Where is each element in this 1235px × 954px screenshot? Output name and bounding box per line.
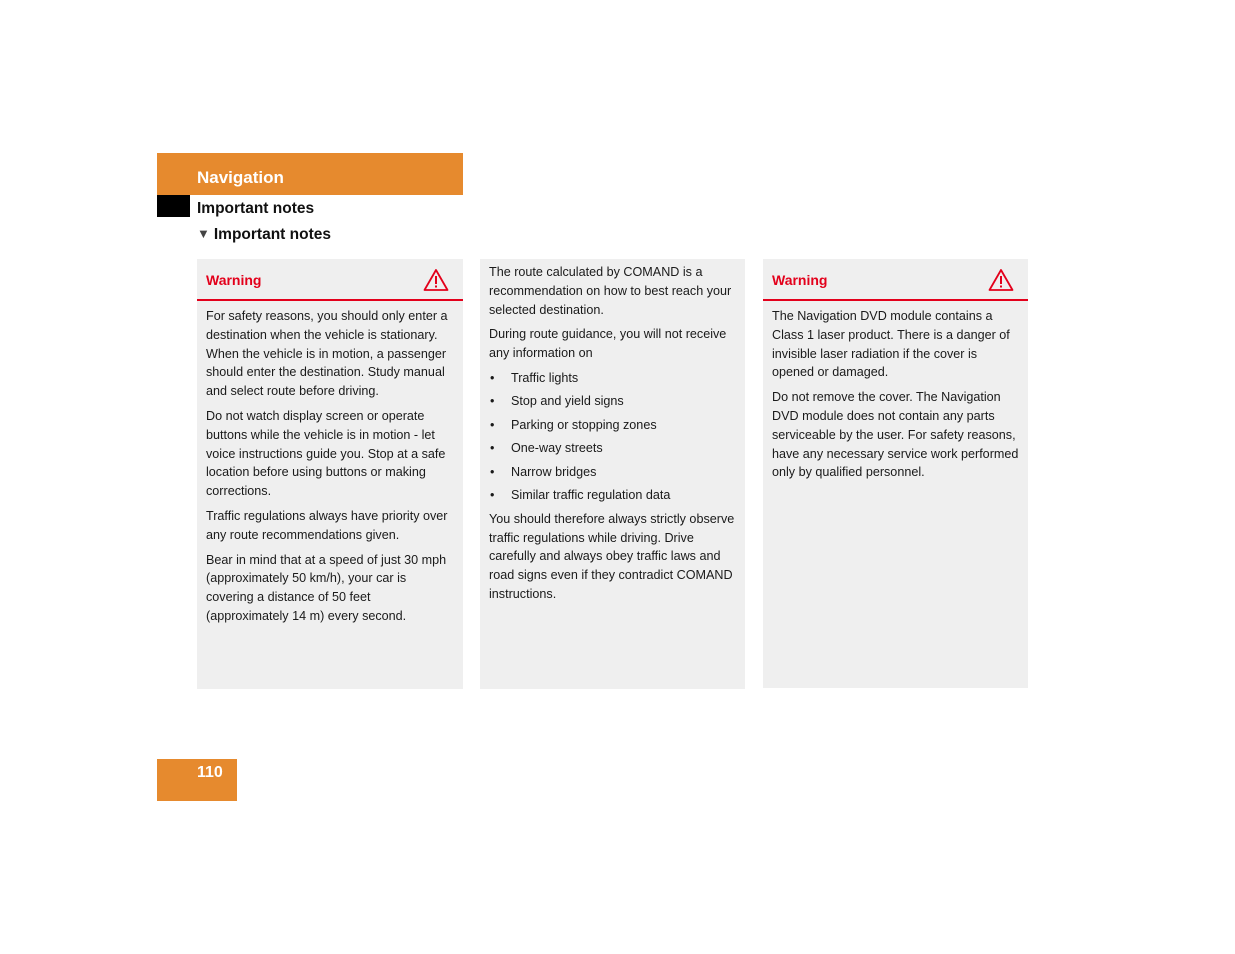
warning-header [763, 259, 1028, 301]
warning-panel-laser [763, 259, 1028, 688]
warning-paragraph: Bear in mind that at a speed of just 30 mph (approximately 50 km/h), your car is covering a distance of 50 feet (approximately 14 m) every second. [206, 552, 447, 623]
bullet-icon: • [490, 487, 495, 502]
list-item-text: One-way streets [511, 441, 603, 456]
list-item [489, 369, 737, 388]
list-item [489, 439, 737, 458]
triangle-down-icon: ▼ [197, 226, 210, 241]
info-paragraph: The route calculated by COMAND is a recommendation on how to best reach your selected destination. [489, 265, 732, 317]
bullet-icon: • [490, 441, 495, 456]
list-item-text: Stop and yield signs [511, 394, 624, 409]
warning-body [197, 301, 463, 626]
bullet-icon: • [490, 394, 495, 409]
subsection-title: Important notes [213, 226, 331, 243]
subsection-heading [197, 225, 331, 244]
info-paragraph: During route guidance, you will not receive any information on [489, 327, 727, 361]
section-title: Important notes [197, 200, 315, 217]
info-panel-route [480, 259, 745, 689]
bullet-icon: • [490, 370, 495, 385]
list-item-text: Parking or stopping zones [511, 417, 657, 432]
warning-label: Warning [206, 272, 262, 288]
list-item [489, 463, 737, 482]
warning-triangle-icon [423, 268, 449, 292]
list-item [489, 416, 737, 435]
bullet-icon: • [490, 417, 495, 432]
list-item [489, 486, 737, 505]
warning-panel-safety [197, 259, 463, 689]
section-marker [157, 195, 190, 217]
list-item-text: Traffic lights [511, 370, 579, 385]
chapter-header [157, 153, 463, 195]
warning-paragraph: For safety reasons, you should only enter a destination when the vehicle is stationary. When the vehicle is in motion, a passenger should enter the destination. Study manual and select route before driving. [206, 309, 448, 399]
list-item-text: Similar traffic regulation data [511, 487, 671, 502]
bullet-list [489, 369, 737, 505]
warning-paragraph: Do not remove the cover. The Navigation DVD module does not contain any parts serviceable by the user. For safety reasons, have any necessary service work performed only by qualified personnel. [772, 390, 1019, 480]
warning-body [763, 301, 1028, 482]
list-item-text: Narrow bridges [511, 464, 597, 479]
warning-paragraph: Traffic regulations always have priority over any route recommendations given. [206, 508, 448, 542]
warning-paragraph: The Navigation DVD module contains a Class 1 laser product. There is a danger of invisible laser radiation if the cover is opened or damaged. [772, 309, 1010, 380]
info-paragraph: You should therefore always strictly observe traffic regulations while driving. Drive carefully and always obey traffic laws and road signs even if they contradict COMAND instructions. [489, 511, 735, 601]
chapter-title: Navigation [197, 168, 284, 187]
warning-header [197, 259, 463, 301]
page-number-box [157, 759, 237, 801]
warning-label: Warning [772, 272, 828, 288]
list-item [489, 392, 737, 411]
page-number: 110 [197, 764, 223, 781]
bullet-icon: • [490, 464, 495, 479]
warning-triangle-icon [988, 268, 1014, 292]
warning-paragraph: Do not watch display screen or operate buttons while the vehicle is in motion - let voice instructions guide you. Stop at a safe location before using buttons or making corrections. [206, 408, 446, 499]
